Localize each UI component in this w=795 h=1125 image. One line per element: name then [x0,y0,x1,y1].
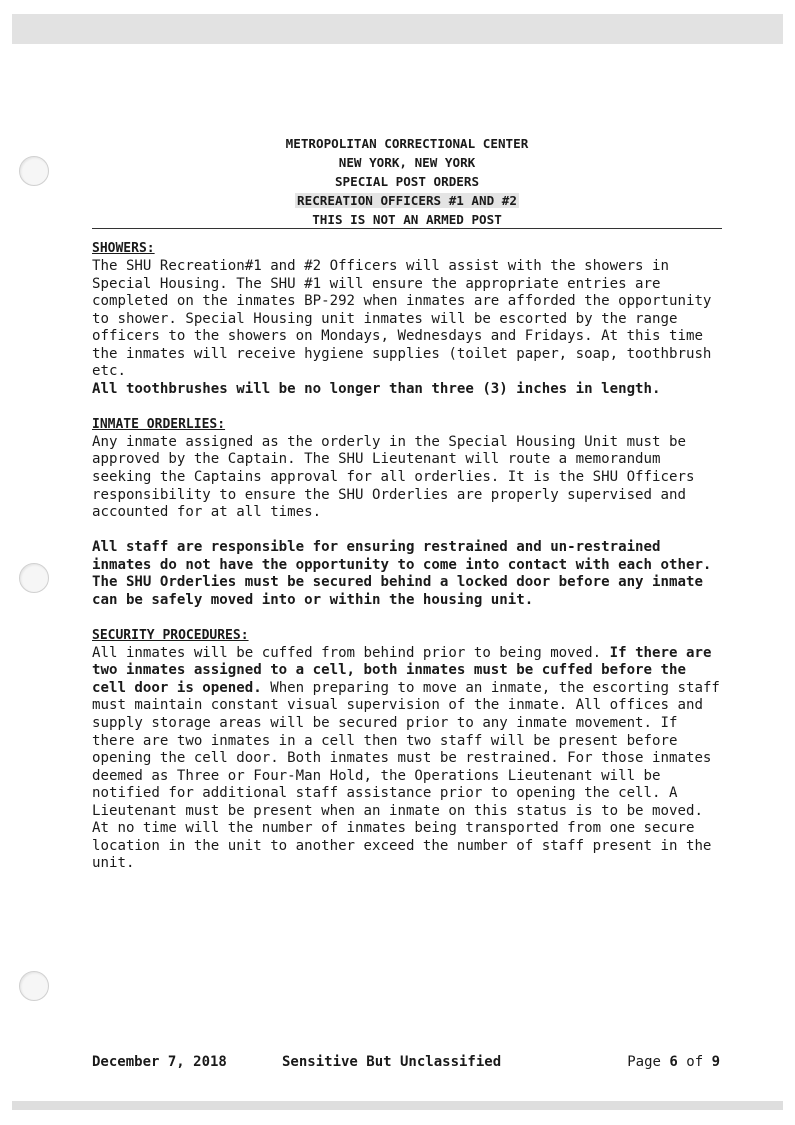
header-divider [92,228,722,229]
security-cuff-rule: If there are two inmates assigned to a cell, both inmates must be cuffed before the cell door is opened. [92,644,712,696]
security-details: When preparing to move an inmate, the escorting staff must maintain constant visual supervision of the inmate. All offices and supply storage areas will be secured prior to any inmate movement. If there are two inmates in a cell then two staff will be present before opening the cell door. Both inmates must be restrained. For those inmates deemed as Three or Four-Man Hold, the Operations Lieutenant will be notified for additional staff assistance prior to opening the cell. A Lieutenant must be present when an inmate on this status is to be moved. At no time will the number of inmates being transported from one secure location in the unit to another exceed the number of staff present in the unit. [92,679,720,872]
restraint-note-part-2: The SHU Orderlies must be secured behind a locked door before any inmate can be safely moved into or within the housing unit. [92,574,703,608]
document-body [92,240,724,873]
punch-hole-bottom [19,971,49,1001]
security-paragraph [92,645,724,873]
footer-page-of: of [686,1054,704,1070]
orderlies-restraint-note [92,539,724,609]
document-header [92,134,722,229]
showers-toothbrush-note: All toothbrushes will be no longer than three (3) inches in length. [92,380,661,397]
header-post-title-text: RECREATION OFFICERS #1 AND #2 [297,193,517,208]
header-order-type: SPECIAL POST ORDERS [334,174,480,189]
orderlies-heading: INMATE ORDERLIES: [92,416,226,432]
security-intro: All inmates will be cuffed from behind prior to being moved. [92,644,602,661]
restraint-note-part-1: All staff are responsible for ensuring restrained and un-restrained inmates do not have the opportunity to come into contact with each other. [92,539,712,573]
footer-date: December 7, 2018 [92,1054,227,1070]
footer-page-label: Page [627,1054,661,1070]
orderlies-paragraph: Any inmate assigned as the orderly in the Special Housing Unit must be approved by the Captain. The SHU Lieutenant will route a memorandum seeking the Captains approval for all orderlies. It is the SHU Officers responsibility to ensure the SHU Orderlies are properly supervised and accounted for at all times. [92,433,695,521]
footer-page-current: 6 [669,1054,678,1070]
header-armed-status: THIS IS NOT AN ARMED POST [312,212,502,227]
footer-page-total: 9 [711,1054,720,1070]
showers-heading: SHOWERS: [92,241,155,256]
header-post-title [92,191,722,210]
header-institution: METROPOLITAN CORRECTIONAL CENTER [285,136,529,151]
page-footer [92,1053,722,1125]
security-heading: SECURITY PROCEDURES: [92,627,249,643]
footer-classification: Sensitive But Unclassified [282,1054,502,1070]
punch-hole-top [19,156,49,186]
header-location: NEW YORK, NEW YORK [338,155,476,170]
footer-page-number [627,1053,720,1071]
scan-edge-top [12,14,783,44]
punch-hole-middle [19,563,49,593]
showers-paragraph: The SHU Recreation#1 and #2 Officers will assist with the showers in Special Housing. The SHU #1 will ensure the appropriate entries are completed on the inmates BP-292 when inmates are afforded the opportunity to shower. Special Housing unit inmates will be escorted by the range officers to the showers on Mondays, Wednesdays and Fridays. At this time the inmates will receive hygiene supplies (toilet paper, soap, toothbrush etc. [92,258,712,380]
